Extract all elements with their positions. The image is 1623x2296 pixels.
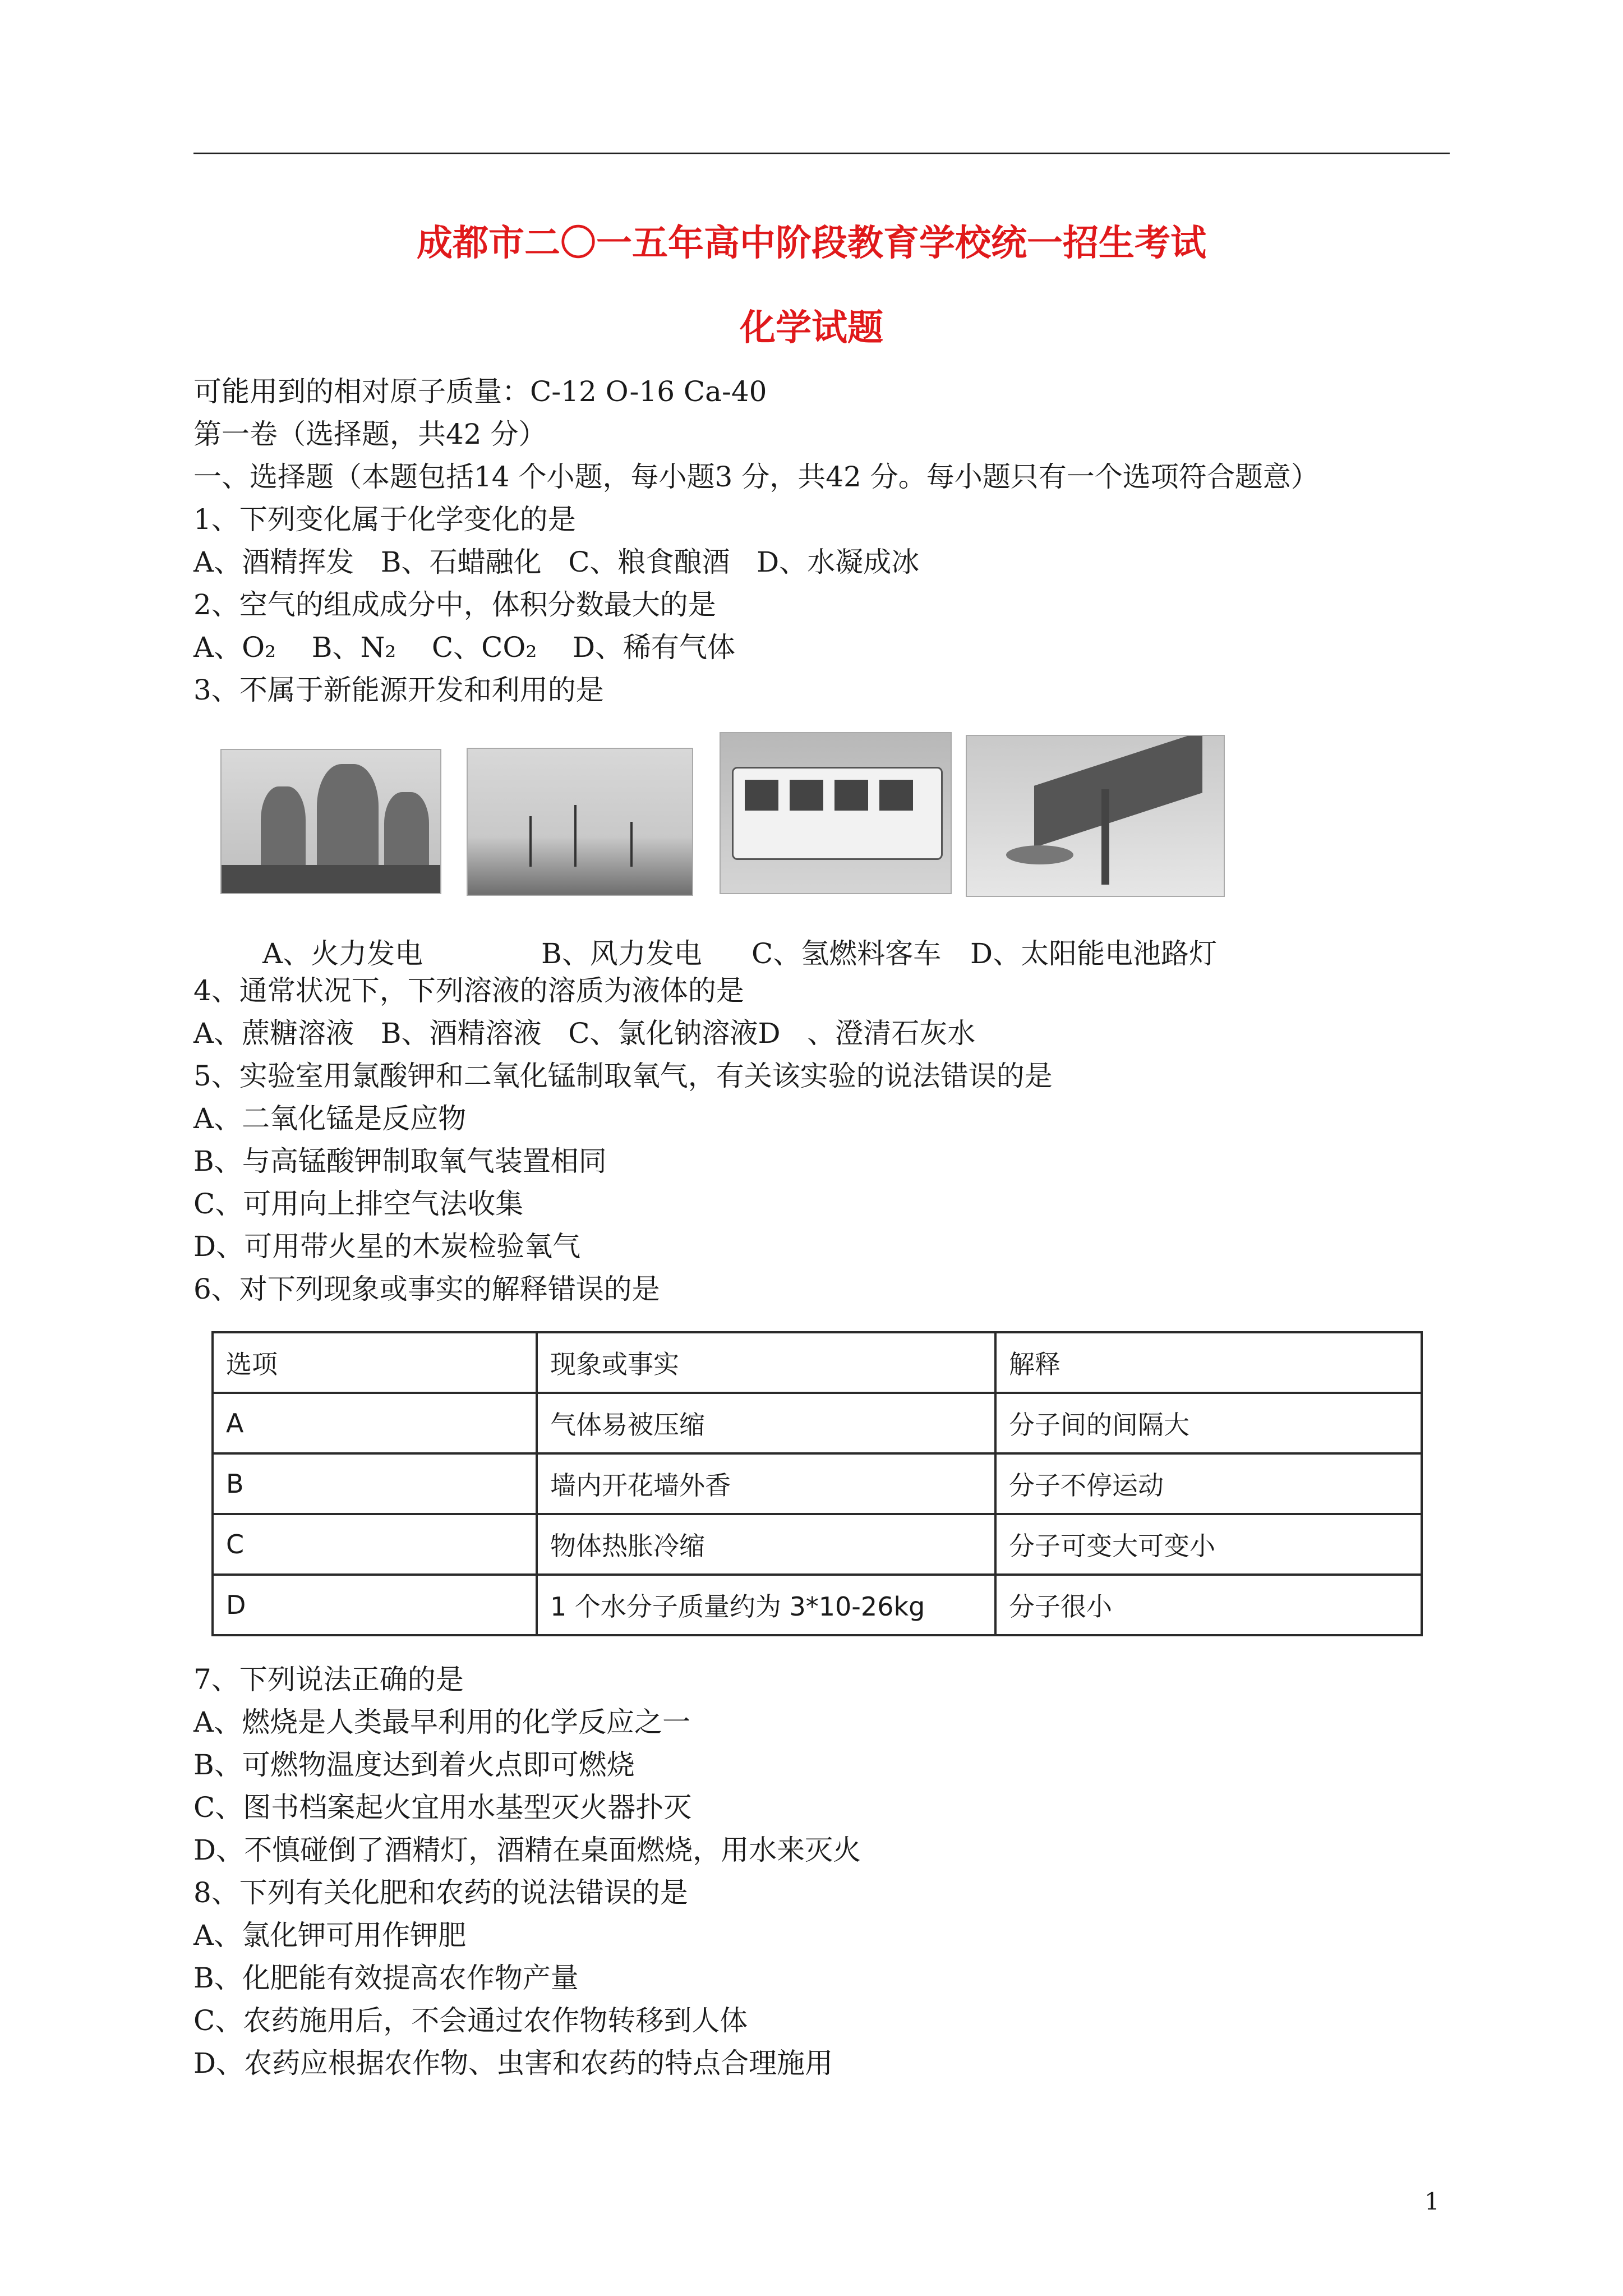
cooling-tower xyxy=(261,786,306,871)
question-1: 1、下列变化属于化学变化的是 xyxy=(193,503,576,536)
subject-title: 化学试题 xyxy=(740,307,883,349)
question-8-option-d: D、农药应根据农作物、虫害和农药的特点合理施用 xyxy=(193,2047,833,2079)
bus-window xyxy=(790,780,823,811)
table-cell: 气体易被压缩 xyxy=(537,1393,995,1453)
question-6: 6、对下列现象或事实的解释错误的是 xyxy=(193,1273,660,1305)
section-instructions: 一、选择题（本题包括14 个小题，每小题3 分，共42 分。每小题只有一个选项符合题意） xyxy=(193,461,1319,493)
question-3: 3、不属于新能源开发和利用的是 xyxy=(193,674,604,706)
table-cell: 分子很小 xyxy=(995,1575,1422,1635)
caption-d: D、太阳能电池路灯 xyxy=(970,937,1218,970)
header-rule xyxy=(193,153,1450,154)
table-header-cell: 现象或事实 xyxy=(537,1332,995,1393)
turbine-mast xyxy=(630,822,633,867)
question-8-option-c: C、农药施用后，不会通过农作物转移到人体 xyxy=(193,2004,748,2037)
question-3-images xyxy=(0,732,1623,900)
question-5-option-a: A、二氧化锰是反应物 xyxy=(193,1102,467,1135)
question-5-option-c: C、可用向上排空气法收集 xyxy=(193,1188,524,1220)
solar-streetlight-image xyxy=(966,735,1225,897)
table-cell: 分子不停运动 xyxy=(995,1453,1422,1514)
bus xyxy=(732,767,943,860)
table-cell: A xyxy=(213,1393,537,1453)
table-header-row xyxy=(213,1332,1422,1393)
section-heading: 第一卷（选择题，共42 分） xyxy=(193,418,547,450)
power-plant-image xyxy=(220,749,441,894)
question-6-table xyxy=(211,1331,1423,1636)
question-1-options: A、酒精挥发 B、石蜡融化 C、粮食酿酒 D、水凝成冰 xyxy=(193,546,920,578)
table-row xyxy=(213,1514,1422,1575)
exam-title: 成都市二〇一五年高中阶段教育学校统一招生考试 xyxy=(417,222,1206,264)
question-5-option-b: B、与高锰酸钾制取氧气装置相同 xyxy=(193,1145,607,1177)
page-number: 1 xyxy=(1424,2188,1440,2215)
question-4-options: A、蔗糖溶液 B、酒精溶液 C、氯化钠溶液D 、澄清石灰水 xyxy=(193,1017,976,1050)
hydrogen-bus-image xyxy=(720,732,952,894)
question-7: 7、下列说法正确的是 xyxy=(193,1663,464,1696)
bus-window xyxy=(745,780,778,811)
table-cell: D xyxy=(213,1575,537,1635)
table-cell: 墙内开花墙外香 xyxy=(537,1453,995,1514)
turbine-mast xyxy=(529,816,532,867)
question-7-option-c: C、图书档案起火宜用水基型灭火器扑灭 xyxy=(193,1791,692,1824)
question-7-option-d: D、不慎碰倒了酒精灯，酒精在桌面燃烧，用水来灭火 xyxy=(193,1834,861,1866)
question-7-option-a: A、燃烧是人类最早利用的化学反应之一 xyxy=(193,1706,691,1738)
question-4: 4、通常状况下，下列溶液的溶质为液体的是 xyxy=(193,974,744,1007)
table-cell: 物体热胀冷缩 xyxy=(537,1514,995,1575)
table-cell: 1 个水分子质量约为 3*10-26kg xyxy=(537,1575,995,1635)
cooling-tower xyxy=(384,792,429,871)
table-row xyxy=(213,1575,1422,1635)
ground xyxy=(222,865,440,893)
question-2-options: A、O₂ B、N₂ C、CO₂ D、稀有气体 xyxy=(193,631,736,664)
bus-window xyxy=(879,780,913,811)
table-cell: 分子可变大可变小 xyxy=(995,1514,1422,1575)
question-5-option-d: D、可用带火星的木炭检验氧气 xyxy=(193,1230,581,1263)
question-8-option-a: A、氯化钾可用作钾肥 xyxy=(193,1919,467,1952)
cooling-tower xyxy=(317,764,379,871)
table-header-cell: 解释 xyxy=(995,1332,1422,1393)
solar-panel xyxy=(1034,735,1202,848)
table-cell: 分子间的间隔大 xyxy=(995,1393,1422,1453)
lamp-post xyxy=(1101,789,1109,885)
turbine-mast xyxy=(574,805,577,867)
atomic-mass-line: 可能用到的相对原子质量：C-12 O-16 Ca-40 xyxy=(193,375,767,408)
lamp-head xyxy=(1006,845,1073,864)
question-5: 5、实验室用氯酸钾和二氧化锰制取氧气，有关该实验的说法错误的是 xyxy=(193,1060,1053,1092)
table-cell: C xyxy=(213,1514,537,1575)
question-7-option-b: B、可燃物温度达到着火点即可燃烧 xyxy=(193,1749,635,1781)
table-header-cell: 选项 xyxy=(213,1332,537,1393)
table-row xyxy=(213,1393,1422,1453)
bus-window xyxy=(834,780,868,811)
question-2: 2、空气的组成成分中，体积分数最大的是 xyxy=(193,588,716,621)
table-row xyxy=(213,1453,1422,1514)
caption-b: B、风力发电 xyxy=(541,937,702,970)
question-8-option-b: B、化肥能有效提高农作物产量 xyxy=(193,1962,579,1994)
caption-a: A、火力发电 xyxy=(262,937,423,970)
caption-c: C、氢燃料客车 xyxy=(751,937,942,970)
wind-farm-image xyxy=(467,748,693,896)
question-8: 8、下列有关化肥和农药的说法错误的是 xyxy=(193,1876,688,1909)
table-cell: B xyxy=(213,1453,537,1514)
